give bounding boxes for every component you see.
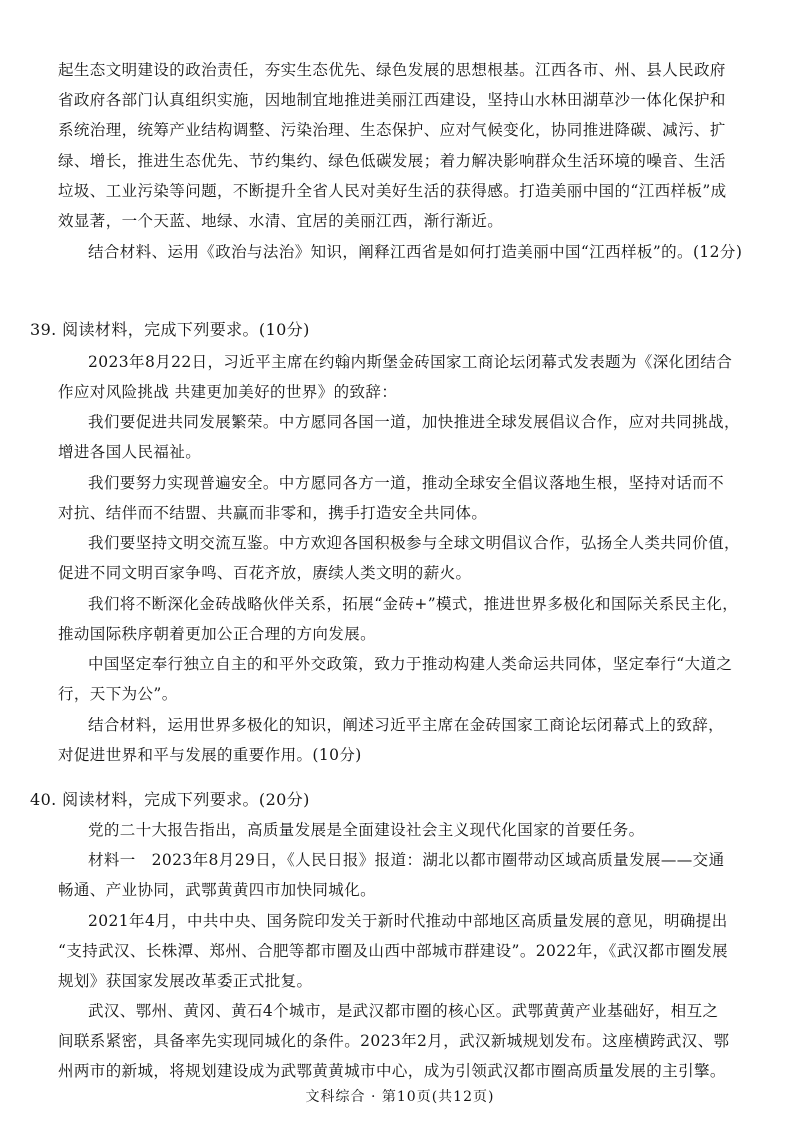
question-title: 40. 阅读材料，完成下列要求。(20分) bbox=[30, 790, 310, 809]
paragraph-line: 我们要努力实现普遍安全。中方愿同各方一道，推动全球安全倡议落地生根，坚持对话而不 bbox=[88, 474, 725, 492]
paragraph-line: 2023年8月22日，习近平主席在约翰内斯堡金砖国家工商论坛闭幕式发表题为《深化团结合 bbox=[88, 353, 733, 371]
paragraph-line: “支持武汉、长株潭、郑州、合肥等都市圈及山西中部城市群建设”。2022年，《武汉都市圈发展 bbox=[58, 942, 729, 960]
question-prompt: 结合材料，运用世界多极化的知识，阐述习近平主席在金砖国家工商论坛闭幕式上的致辞， bbox=[88, 716, 725, 734]
paragraph-line: 中国坚定奉行独立自主的和平外交政策，致力于推动构建人类命运共同体，坚定奉行“大道之 bbox=[88, 655, 733, 673]
paragraph-line: 党的二十大报告指出，高质量发展是全面建设社会主义现代化国家的首要任务。 bbox=[88, 821, 645, 839]
paragraph-line: 效显著，一个天蓝、地绿、水清、宜居的美丽江西，渐行渐近。 bbox=[58, 212, 504, 230]
paragraph-line: 间联系紧密，具备率先实现同城化的条件。2023年2月，武汉新城规划发布。这座横跨武汉、鄂 bbox=[58, 1032, 730, 1050]
paragraph-line: 我们要坚持文明交流互鉴。中方欢迎各国积极参与全球文明倡议合作，弘扬全人类共同价值， bbox=[88, 534, 740, 552]
paragraph-line: 起生态文明建设的政治责任，夯实生态优先、绿色发展的思想根基。江西各市、州、县人民政府 bbox=[58, 61, 726, 79]
paragraph-line: 我们将不断深化金砖战略伙伴关系，拓展“金砖+”模式，推进世界多极化和国际关系民主化， bbox=[88, 595, 739, 613]
paragraph-line: 促进不同文明百家争鸣、百花齐放，赓续人类文明的薪火。 bbox=[58, 564, 472, 582]
paragraph-line: 武汉、鄂州、黄冈、黄石4个城市，是武汉都市圈的核心区。武鄂黄黄产业基础好，相互之 bbox=[88, 1002, 719, 1020]
paragraph-line: 行，天下为公”。 bbox=[58, 685, 178, 703]
question-prompt: 对促进世界和平与发展的重要作用。(10分) bbox=[58, 746, 362, 764]
paragraph-line: 省政府各部门认真组织实施，因地制宜地推进美丽江西建设，坚持山水林田湖草沙一体化保护和 bbox=[58, 91, 726, 109]
paragraph-line: 规划》获国家发展改革委正式批复。 bbox=[58, 972, 313, 990]
paragraph-line: 我们要促进共同发展繁荣。中方愿同各国一道，加快推进全球发展倡议合作，应对共同挑战， bbox=[88, 413, 740, 431]
paragraph-line: 作应对风险挑战 共建更加美好的世界》的致辞： bbox=[58, 383, 398, 401]
paragraph-line: 畅通、产业协同，武鄂黄黄四市加快同城化。 bbox=[58, 881, 377, 899]
paragraph-line: 2021年4月，中共中央、国务院印发关于新时代推动中部地区高质量发展的意见，明确提出 bbox=[88, 912, 728, 930]
question-prompt: 结合材料、运用《政治与法治》知识，阐释江西省是如何打造美丽中国“江西样板”的。(12分) bbox=[88, 243, 743, 261]
paragraph-line: 增进各国人民福祉。 bbox=[58, 443, 202, 461]
paragraph-line: 对抗、结伴而不结盟、共赢而非零和，携手打造安全共同体。 bbox=[58, 504, 488, 522]
paragraph-line: 绿、增长，推进生态优先、节约集约、绿色低碳发展；着力解决影响群众生活环境的噪音、生活 bbox=[58, 152, 726, 170]
question-title: 39. 阅读材料，完成下列要求。(10分) bbox=[30, 320, 310, 339]
paragraph-line: 州两市的新城，将规划建设成为武鄂黄黄城市中心，成为引领武汉都市圈高质量发展的主引擎。 bbox=[58, 1062, 726, 1080]
page-footer: 文科综合 · 第10页(共12页) bbox=[305, 1089, 495, 1105]
material-label-line: 材料一 2023年8月29日，《人民日报》报道：湖北以都市圈带动区域高质量发展——交通 bbox=[88, 851, 725, 869]
paragraph-line: 推动国际秩序朝着更加公正合理的方向发展。 bbox=[58, 625, 377, 643]
paragraph-line: 系统治理，统筹产业结构调整、污染治理、生态保护、应对气候变化，协同推进降碳、减污、扩 bbox=[58, 121, 726, 139]
paragraph-line: 垃圾、工业污染等问题，不断提升全省人民对美好生活的获得感。打造美丽中国的“江西样板”成 bbox=[58, 182, 727, 200]
